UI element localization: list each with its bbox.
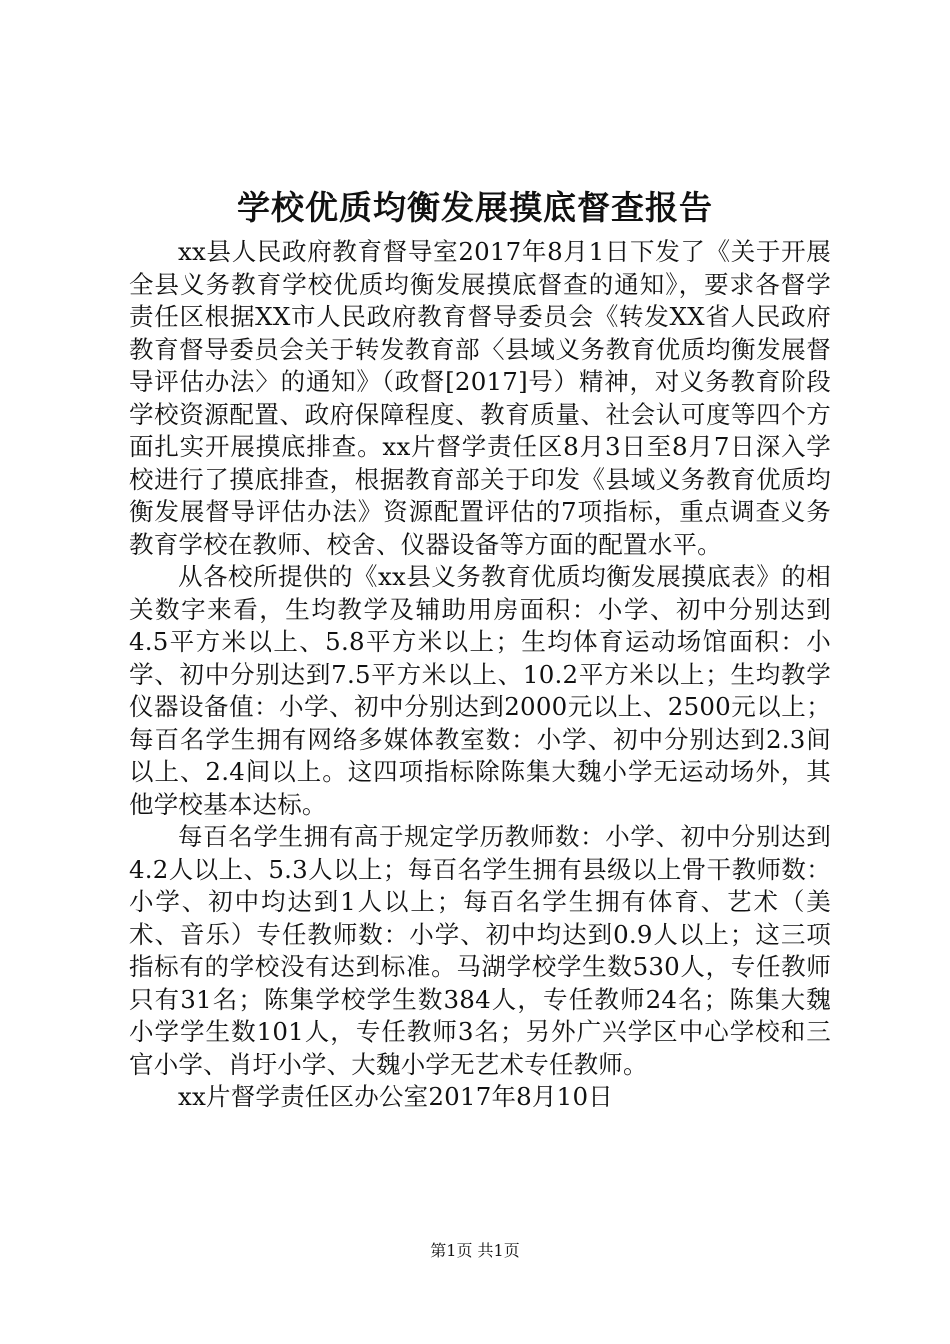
document-body: [129, 236, 831, 1114]
paragraph-1: xx县人民政府教育督导室2017年8月1日下发了《关于开展全县义务教育学校优质均衡发展摸底督查的通知》，要求各督学责任区根据XX市人民政府教育督导委员会《转发XX省人民政府教育督导委员会关于转发教育部〈县域义务教育优质均衡发展督导评估办法〉的通知》（政督[2017]号）精神，对义务教育阶段学校资源配置、政府保障程度、教育质量、社会认可度等四个方面扎实开展摸底排查。xx片督学责任区8月3日至8月7日深入学校进行了摸底排查，根据教育部关于印发《县域义务教育优质均衡发展督导评估办法》资源配置评估的7项指标，重点调查义务教育学校在教师、校舍、仪器设备等方面的配置水平。: [129, 237, 831, 559]
paragraph-2: 从各校所提供的《xx县义务教育优质均衡发展摸底表》的相关数字来看，生均教学及辅助用房面积：小学、初中分别达到4.5平方米以上、5.8平方米以上；生均体育运动场馆面积：小学、初中分别达到7.5平方米以上、10.2平方米以上；生均教学仪器设备值：小学、初中分别达到2000元以上、2500元以上；每百名学生拥有网络多媒体教室数：小学、初中分别达到2.3间以上、2.4间以上。这四项指标除陈集大魏小学无运动场外，其他学校基本达标。: [129, 562, 831, 819]
page-footer: 第1页 共1页: [430, 1241, 520, 1260]
paragraph-3: 每百名学生拥有高于规定学历教师数：小学、初中分别达到4.2人以上、5.3人以上；每百名学生拥有县级以上骨干教师数：小学、初中均达到1人以上；每百名学生拥有体育、艺术（美术、音乐）专任教师数：小学、初中均达到0.9人以上；这三项指标有的学校没有达到标准。马湖学校学生数530人，专任教师只有31名；陈集学校学生数384人，专任教师24名；陈集大魏小学学生数101人，专任教师3名；另外广兴学区中心学校和三官小学、肖圩小学、大魏小学无艺术专任教师。: [129, 822, 831, 1079]
signature-line: xx片督学责任区办公室2017年8月10日: [178, 1082, 613, 1111]
document-title: 学校优质均衡发展摸底督查报告: [237, 188, 713, 227]
